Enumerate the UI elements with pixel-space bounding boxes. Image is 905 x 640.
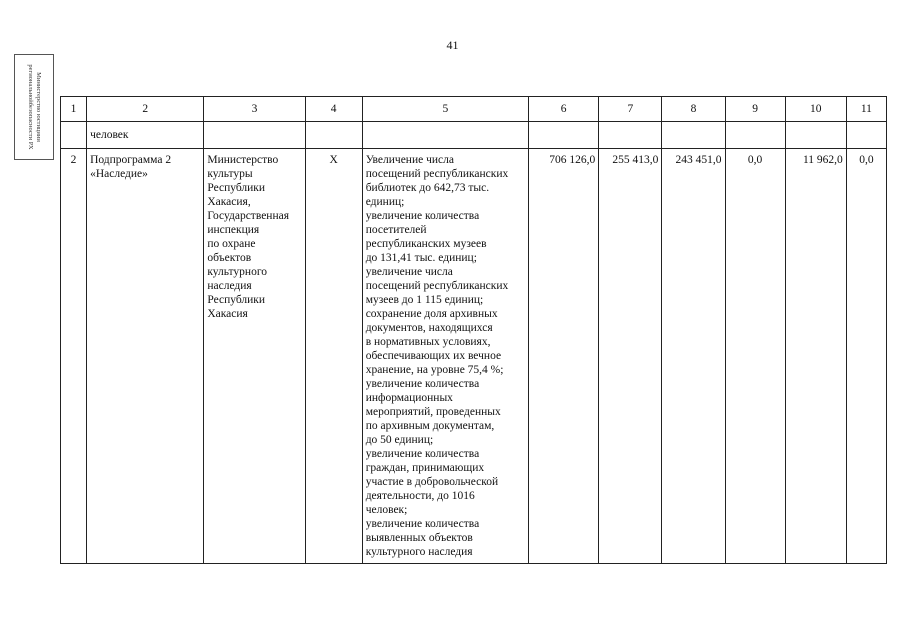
indicator-line: музеев до 1 115 единиц; [365, 294, 484, 306]
indicator-line: увеличение количества [365, 210, 480, 222]
indicator-line: в нормативных условиях, [365, 336, 491, 348]
table-cell [846, 122, 886, 149]
executor-line: Государственная [207, 210, 290, 222]
executor-cell [204, 149, 305, 564]
indicator-line: участие в добровольческой [365, 476, 499, 488]
indicator-line: мероприятий, проведенных [365, 406, 501, 418]
header-cell: 2 [87, 97, 204, 122]
indicator-line: хранение, на уровне 75,4 %; [365, 364, 504, 376]
row-number: 2 [61, 149, 87, 564]
page-number: 41 [446, 38, 459, 52]
table-row [61, 149, 887, 564]
executor-line: Министерство [207, 154, 279, 166]
executor-line: инспекция [207, 224, 260, 236]
stamp-line: Министерство юстиции [35, 72, 42, 139]
indicator-line: информационных [365, 392, 453, 404]
subprogram-name-line: Подпрограмма 2 [90, 154, 172, 166]
indicator-line: посетителей [365, 224, 427, 236]
stamp-line: безопасности РХ [27, 102, 34, 150]
header-cell: 4 [305, 97, 362, 122]
indicator-line: граждан, принимающих [365, 462, 485, 474]
indicator-line: выявленных объектов [365, 532, 473, 544]
executor-line: Республики [207, 294, 266, 306]
stamp-text [26, 56, 42, 158]
executor-line: Хакасия, [207, 196, 251, 208]
indicator-line: увеличение числа [365, 266, 453, 278]
indicator-line: Увеличение числа [365, 154, 454, 166]
executor-line: Хакасия [207, 308, 248, 320]
executor-line: культуры [207, 168, 253, 180]
table-cell [61, 122, 87, 149]
indicator-line: обеспечивающих их вечное [365, 350, 502, 362]
header-cell: 8 [662, 97, 725, 122]
header-cell: 3 [204, 97, 305, 122]
amount-col7: 255 413,0 [599, 149, 662, 564]
executor-line: Республики [207, 182, 266, 194]
stamp-line: и региональной [27, 64, 42, 142]
table-cell [725, 122, 785, 149]
indicators-cell [362, 149, 528, 564]
amount-col8: 243 451,0 [662, 149, 725, 564]
indicator-line: сохранение доля архивных [365, 308, 498, 320]
indicator-line: человек; [365, 504, 408, 516]
indicator-line: посещений республиканских [365, 280, 509, 292]
amount-col9: 0,0 [725, 149, 785, 564]
indicator-line: республиканских музеев [365, 238, 487, 250]
table-header-row [61, 97, 887, 122]
header-cell: 5 [362, 97, 528, 122]
table-cell [599, 122, 662, 149]
budget-table [60, 96, 887, 564]
indicator-line: единиц; [365, 196, 405, 208]
indicator-line: по архивным документам, [365, 420, 495, 432]
indicator-line: до 131,41 тыс. единиц; [365, 252, 477, 264]
table-cell: человек [87, 122, 204, 149]
executor-line: культурного [207, 266, 268, 278]
subprogram-name [87, 149, 204, 564]
amount-col10: 11 962,0 [785, 149, 846, 564]
amount-col11: 0,0 [846, 149, 886, 564]
table-cell [305, 122, 362, 149]
indicator-line: увеличение количества [365, 448, 480, 460]
header-cell: 7 [599, 97, 662, 122]
indicator-line: библиотек до 642,73 тыс. [365, 182, 490, 194]
executor-line: по охране [207, 238, 256, 250]
table-cell [785, 122, 846, 149]
indicator-line: увеличение количества [365, 378, 480, 390]
executor-line: наследия [207, 280, 252, 292]
header-cell: 1 [61, 97, 87, 122]
table-cell [662, 122, 725, 149]
header-cell: 11 [846, 97, 886, 122]
table-cell [529, 122, 599, 149]
indicator-line: документов, находящихся [365, 322, 493, 334]
total-amount: 706 126,0 [529, 149, 599, 564]
continuation-row [61, 122, 887, 149]
table-cell [362, 122, 528, 149]
indicator-line: посещений республиканских [365, 168, 509, 180]
header-cell: 6 [529, 97, 599, 122]
indicator-line: до 50 единиц; [365, 434, 434, 446]
header-cell: 9 [725, 97, 785, 122]
indicator-line: деятельности, до 1016 [365, 490, 475, 502]
table-cell [204, 122, 305, 149]
executor-line: объектов [207, 252, 252, 264]
indicator-line: культурного наследия [365, 546, 473, 558]
subprogram-name-line: «Наследие» [90, 168, 148, 180]
registration-stamp [14, 54, 54, 160]
header-cell: 10 [785, 97, 846, 122]
indicator-line: увеличение количества [365, 518, 480, 530]
col4-cell: Х [305, 149, 362, 564]
